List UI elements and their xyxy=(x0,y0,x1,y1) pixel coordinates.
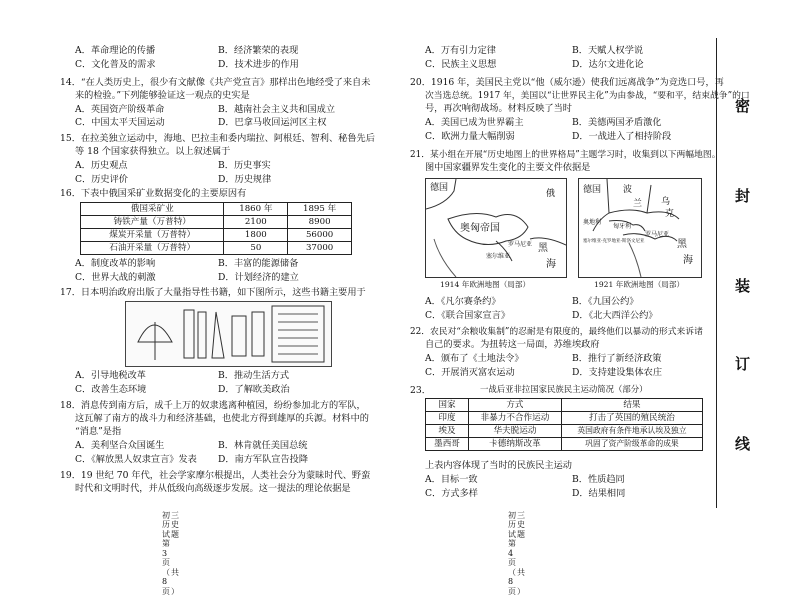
table-cell: 2100 xyxy=(224,216,288,229)
q23-option-a: A．目标一致 xyxy=(425,474,478,485)
q23-line2: 上表内容体现了当时的民族民主运动 xyxy=(425,460,572,471)
table-row xyxy=(426,425,703,438)
q22-line2: 自己的要求。为扭转这一局面，苏维埃政府 xyxy=(425,339,600,350)
q19-line1: 19．19 世纪 70 年代，社会学家摩尔根提出，人类社会分为蒙昧时代、野蛮 xyxy=(60,470,371,481)
q23-option-c: C．方式多样 xyxy=(425,488,478,499)
q16-option-d: D．计划经济的建立 xyxy=(218,272,299,283)
q23-number: 23． xyxy=(410,385,431,396)
seal-char: 密 xyxy=(735,97,751,115)
q17-option-d: D．了解欧美政治 xyxy=(218,384,290,395)
table-cell: 印度 xyxy=(426,412,469,425)
q18-option-a: A．美利坚合众国诞生 xyxy=(75,440,165,451)
seal-line xyxy=(716,38,777,508)
q18-line1: 18．消息传到南方后，成千上万的奴隶逃离种植园，纷纷参加北方的军队， xyxy=(60,400,366,411)
q17-option-a: A．引导地税改革 xyxy=(75,370,146,381)
q14-option-d: D．巴拿马收回运河区主权 xyxy=(218,117,327,128)
q17-line1: 17．日本明治政府出版了大量指导性书籍，如下图所示，这些书籍主要用于 xyxy=(60,287,366,298)
q13-option-a: A．革命理论的传播 xyxy=(75,45,156,56)
q22-option-a: A．颁布了《土地法令》 xyxy=(425,353,524,364)
table-cell: 打击了英国的殖民统治 xyxy=(561,412,702,425)
q20-line3: 号，再次响彻战场。材料反映了当时 xyxy=(425,103,572,114)
q15-line2: 等 18 个国家获得独立。以上叙述属于 xyxy=(75,146,231,157)
book-illustration-icon xyxy=(126,302,331,366)
map2-label: 波 xyxy=(623,185,633,195)
table-cell: 非暴力不合作运动 xyxy=(469,412,562,425)
q22-option-c: C．开展消灭富农运动 xyxy=(425,367,515,378)
map1-label: 黑 xyxy=(538,243,548,254)
table-cell: 卡德纳斯改革 xyxy=(469,438,562,451)
map2-label: 克 xyxy=(665,209,675,219)
table-cell: 8900 xyxy=(288,216,352,229)
table-row xyxy=(426,412,703,425)
map1-label: 俄 xyxy=(546,189,556,199)
q13-option-b: B．经济繁荣的表现 xyxy=(218,45,299,56)
table-cell: 石油开采量（万普特） xyxy=(81,242,224,255)
map1-label: 德国 xyxy=(430,183,449,193)
q15-line1: 15．在拉美独立运动中，海地、巴拉圭和委内瑞拉、阿根廷、智利、秘鲁先后 xyxy=(60,133,375,144)
map-1914 xyxy=(425,178,567,278)
q22-option-d: D．支持建设集体农庄 xyxy=(572,367,663,378)
map2-label: 匈牙利 xyxy=(613,223,632,230)
table-cell: 37000 xyxy=(288,242,352,255)
q15-option-c: C．历史评价 xyxy=(75,174,128,185)
table-row xyxy=(81,216,352,229)
table-cell: 56000 xyxy=(288,229,352,242)
q21-line2: 图中国家疆界发生变化的主要文件依据是 xyxy=(425,162,591,173)
q17-option-b: B．推动生活方式 xyxy=(218,370,290,381)
q20-line2: 次当选总统。1917 年，美国以“让世界民主化”为由参战，“要和平，结束战争”的口 xyxy=(425,91,750,101)
map2-label: 海 xyxy=(683,255,693,266)
table-header-cell: 国家 xyxy=(426,399,469,412)
table-row xyxy=(81,229,352,242)
table-header-cell: 俄国采矿业 xyxy=(81,203,224,216)
q14-option-b: B．越南社会主义共和国成立 xyxy=(218,104,336,115)
q23-table-title: 一战后亚非拉国家民族民主运动简况（部分） xyxy=(480,384,648,394)
q16-option-b: B．丰富的能源储备 xyxy=(218,258,299,269)
seal-char: 封 xyxy=(735,187,751,205)
q16-option-a: A．制度改革的影响 xyxy=(75,258,156,269)
map2-label: 黑 xyxy=(677,239,687,250)
map1-label: 塞尔维亚 xyxy=(486,253,511,260)
map-1921 xyxy=(578,178,702,278)
q13-option-d: D．技术进步的作用 xyxy=(218,59,299,70)
q20-option-a: A．美国已成为世界霸主 xyxy=(425,117,524,128)
q21-option-c: C．《联合国家宣言》 xyxy=(425,310,511,321)
q14-line2: 来的检验。”下列能够验证这一观点的史实是 xyxy=(75,90,250,101)
table-cell: 1800 xyxy=(224,229,288,242)
table-cell: 50 xyxy=(224,242,288,255)
q16-option-c: C．世界大战的刺激 xyxy=(75,272,156,283)
q20-option-d: D．一战进入了相持阶段 xyxy=(572,131,672,142)
q15-option-a: A．历史观点 xyxy=(75,160,128,171)
q18-option-c: C．《解放黑人奴隶宣言》发表 xyxy=(75,454,197,465)
seal-char: 订 xyxy=(735,355,751,373)
q23-table xyxy=(425,398,703,451)
q23-option-d: D．结果相同 xyxy=(572,488,626,499)
q17-book-illustration xyxy=(125,301,332,367)
map2-label: 罗马尼亚 xyxy=(645,231,670,238)
q20-line1: 20．1916 年，美国民主党以“他（威尔逊）使我们远离战争”为竞选口号，再 xyxy=(410,77,724,88)
q13-option-c: C．文化普及的需求 xyxy=(75,59,156,70)
table-header-cell: 结果 xyxy=(561,399,702,412)
q22-option-b: B．推行了新经济政策 xyxy=(572,353,662,364)
q18-option-d: D．南方军队宣告投降 xyxy=(218,454,309,465)
q18-option-b: B．林肯就任美国总统 xyxy=(218,440,308,451)
map1-label: 奥匈帝国 xyxy=(460,223,500,234)
q21-option-a: A．《凡尔赛条约》 xyxy=(425,296,501,307)
page-footer-right: 初三历史试题 第 4 页（共 8 页） xyxy=(508,511,526,596)
q19-option-b: B．天赋人权学说 xyxy=(572,45,644,56)
map1-label: 罗马尼亚 xyxy=(508,241,533,248)
q14-line1: 14．“在人类历史上，很少有文献像《共产党宣言》那样出色地经受了来自未 xyxy=(60,77,371,88)
table-cell: 铸铁产量（万普特） xyxy=(81,216,224,229)
map2-label: 德国 xyxy=(583,185,602,195)
q21-line1: 21．某小组在开展“历史地图上的世界格局”主题学习时，收集到以下两幅地图。 xyxy=(410,150,721,160)
q22-line1: 22．农民对“余粮收集制”的忍耐是有限度的，最终他们以暴动的形式来诉诸 xyxy=(410,327,703,337)
map2-label: 乌 xyxy=(661,197,671,207)
map2-label: 奥地利 xyxy=(583,219,602,226)
table-row xyxy=(81,242,352,255)
q18-line3: “消息”是指 xyxy=(75,426,122,437)
seal-char: 线 xyxy=(735,435,751,453)
q16-table xyxy=(80,202,352,255)
q15-option-b: B．历史事实 xyxy=(218,160,271,171)
q20-option-b: B．美德两国矛盾激化 xyxy=(572,117,662,128)
page-footer-left: 初三历史试题 第 3 页（共 8 页） xyxy=(162,511,180,596)
q14-option-c: C．中国太平天国运动 xyxy=(75,117,165,128)
q19-option-a: A．万有引力定律 xyxy=(425,45,496,56)
table-row xyxy=(426,438,703,451)
q17-option-c: C．改善生态环境 xyxy=(75,384,147,395)
q23-option-b: B．性质趋同 xyxy=(572,474,625,485)
table-header-cell: 1860 年 xyxy=(224,203,288,216)
map-1921-caption: 1921 年欧洲地图（局部） xyxy=(594,280,685,289)
q15-option-d: D．历史规律 xyxy=(218,174,272,185)
q14-option-a: A．英国资产阶级革命 xyxy=(75,104,165,115)
q20-option-c: C．欧洲力量大幅削弱 xyxy=(425,131,515,142)
table-header-row xyxy=(81,203,352,216)
seal-char: 装 xyxy=(735,277,751,295)
map2-label: 塞尔维亚-克罗地亚-斯洛文尼亚 xyxy=(583,239,645,244)
q16-line1: 16．下表中俄国采矿业数据变化的主要原因有 xyxy=(60,188,247,199)
q18-line2: 这瓦解了南方的战斗力和经济基础，也使北方得到雄厚的兵源。材料中的 xyxy=(75,413,369,424)
table-cell: 华夫脱运动 xyxy=(469,425,562,438)
table-header-cell: 方式 xyxy=(469,399,562,412)
map2-label: 兰 xyxy=(633,199,643,209)
table-cell: 煤炭开采量（万普特） xyxy=(81,229,224,242)
table-cell: 英国政府有条件地承认埃及独立 xyxy=(561,425,702,438)
table-header-cell: 1895 年 xyxy=(288,203,352,216)
table-header-row xyxy=(426,399,703,412)
q19-line2: 时代和文明时代，并从低级向高级逐步发展。这一提法的理论依据是 xyxy=(75,483,351,494)
map1-label: 海 xyxy=(546,259,556,270)
q21-option-d: D．《北大西洋公约》 xyxy=(572,310,658,321)
table-cell: 埃及 xyxy=(426,425,469,438)
q21-option-b: B．《九国公约》 xyxy=(572,296,639,307)
q19-option-c: C．民族主义思想 xyxy=(425,59,497,70)
map-1914-caption: 1914 年欧洲地图（局部） xyxy=(440,280,531,289)
table-cell: 巩固了资产阶级革命的成果 xyxy=(561,438,702,451)
table-cell: 墨西哥 xyxy=(426,438,469,451)
q19-option-d: D．达尔文进化论 xyxy=(572,59,644,70)
